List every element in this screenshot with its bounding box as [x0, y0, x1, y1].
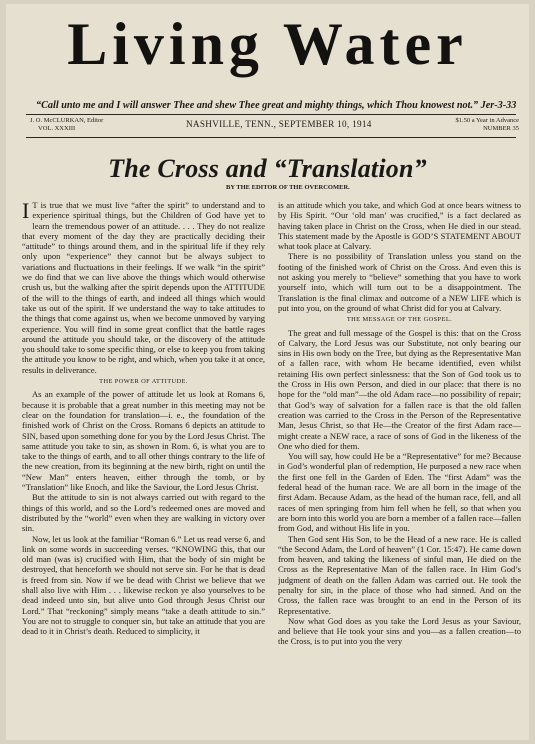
masthead-title: Living Water	[67, 11, 468, 77]
place-date: NASHVILLE, TENN., SEPTEMBER 10, 1914	[186, 119, 372, 129]
editor-info	[30, 117, 103, 133]
newspaper-page	[6, 4, 529, 740]
subscription-price: $1.50 a Year in Advance	[455, 117, 519, 124]
paragraph: As an example of the power of attitude let us look at Romans 6, because it is probable that a great number in this meeting may not be clear on the foundation for translation—i. e., the foundation of the finished work of Christ on the Cross. Romans 6 depicts an attitude to SIN, based upon something done for you by the Lord Jesus Christ. The same attitude you take to sin, as shown in Rom. 6, is what you are to take to the things of earth, and to all other things contrary to the life of the new creation, from its beginning at the new birth, right on until the “New Man” enters heaven, either through the tomb, or by “Translation” like Enoch, and like the Saviour, the Lord Jesus Christ.	[22, 389, 265, 493]
paragraph: Then God sent His Son, to be the Head of a new race. He is called “the Second Adam, the Lord of heaven” (1 Cor. 15:47). He came down from heaven, and taking the likeness of sinful man, He died on the Cross as the Representative Man of the fallen race. In Him God’s judgment of death on the fallen Adam was carried out. He took the penalty for sin, in the place of those who had sinned. And on the Cross, the fallen race was brought to an end in the Person of its Representative.	[278, 533, 521, 616]
section-heading: THE MESSAGE OF THE GOSPEL.	[346, 316, 453, 324]
issue-number: NUMBER 35	[483, 125, 519, 132]
paragraph: The great and full message of the Gospel is this: that on the Cross of Calvary, the Lord Jesus was our Substitute, not only bearing our sins in His own body on the Tree, but dying as the Representative Man of a fallen race, with whom He became identified, even whilst retaining His own perfect sinlessness: that the Son of God took us to the Cross in His own Person, and died in our place: that there is no hope for the “old man”—the old Adam race—no possibility of repair; that God’s way of salvation for a fallen race is that the old fallen creation was carried to the Cross in the Person of the Representative Man, Jesus Christ, so that He—the Creator of the first Adam race—might create a NEW race, a race of sons of God in the likeness of the One who died for them.	[278, 327, 521, 451]
paragraph: is an attitude which you take, and which God at once bears witness to by His Spirit. “Our ‘old man’ was crucified,” is a fact declared as having taken place in Christ on the Cross, when He died in our stead. This statement made by the Apostle is GOD’S STATEMENT ABOUT what took place at Calvary.	[278, 200, 521, 252]
paragraph: But the attitude to sin is not always carried out with regard to the things of this world, and so the Lord’s redeemed ones are moved and distributed by the “world” even when they are walking in victory over sin.	[22, 492, 265, 534]
paragraph: I T is true that we must live “after the spirit” to understand and to experience spiritual things, but the Children of God have yet to learn the tremendous power of an attitude. . . . They do not realize that every moment of the day they are practically deciding their “attitude” to things around them, and in the spiritual life if they rely only upon “experience” they cannot but be always subject to variations and fluctuations in their feelings. If we walk “in the spirit” we do find that we can live above the things which would otherwise crush us, but the walking after the spirit depends upon the ATTITUDE of the will to the things of earth, and indeed all things which would take us out of the spirit. If we understand the way to take attitudes to the things that come against us, when we become unmoved by varying experience. You will find in some great conflict that the battle rages around the attitude you should take, or the discovery of the attitude you should take to some specific thing, or else to keep you from taking the attitude you know to be right, and which, when you take it at once, results in deliverance.	[22, 200, 265, 375]
right-column	[278, 200, 521, 740]
volume-label: VOL. XXXIII	[38, 125, 76, 132]
paragraph: Now what God does as you take the Lord Jesus as your Saviour, and believe that He took your sins and you—as a fallen creation—to the Cross, is to put into you the very	[278, 615, 521, 647]
paragraph: There is no possibility of Translation unless you stand on the footing of the finished work of Christ on the Cross. And even this is not asking you merely to “believe” something that you have to work yourself into, which will turn out to be a disappointment. The Translation is the final climax and outcome of a NEW LIFE which is put into you, on the ground of what Christ did for you at Calvary.	[278, 251, 521, 313]
masthead-motto: “Call unto me and I will answer Thee and shew Thee great and mighty things, which Thou knowest not.” Jer-3-33	[36, 100, 516, 111]
drop-cap: I	[22, 200, 30, 223]
left-column	[22, 200, 265, 740]
paragraph: You will say, how could He be a “Representative” for me? Because in God’s wonderful plan of redemption, He purposed a new race when the first one fell in the Garden of Eden. The “first Adam” was the federal head of the human race. We are all born in the image of the first Adam. Because Adam, as the head of the human race, fell, and all races of men springing from him fell when he fell, so that when you are born into this world you are born a member of a fallen race—fallen from God, and without His life in you.	[278, 451, 521, 534]
editor-name: J. O. McCLURKAN, Editor	[30, 117, 104, 124]
subscription-info	[455, 117, 519, 133]
top-rule	[26, 114, 516, 115]
paragraph: Now, let us look at the familiar “Roman 6.” Let us read verse 6, and link on some words in succeeding verses. “KNOWING this, that our old man (was is) crucified with Him, that the body of sin might be destroyed, that henceforth we should not serve sin. For he that is dead is freed from sin. Now if we be dead with Christ we believe that we shall also live with Him . . . likewise reckon ye also yourselves to be dead indeed unto sin, but alive unto God through Jesus Christ our Lord.” That “reckoning” simply means “take a death attitude to sin.” You are not to struggle to conquer sin, but take an attitude that you are dead to it in Christ’s death. Reduced to simplicity, it	[22, 533, 265, 637]
article-byline: BY THE EDITOR OF THE OVERCOMER.	[226, 184, 350, 191]
article-title: The Cross and “Translation”	[108, 154, 427, 183]
bottom-rule	[26, 137, 516, 138]
section-heading: THE POWER OF ATTITUDE.	[99, 378, 188, 386]
